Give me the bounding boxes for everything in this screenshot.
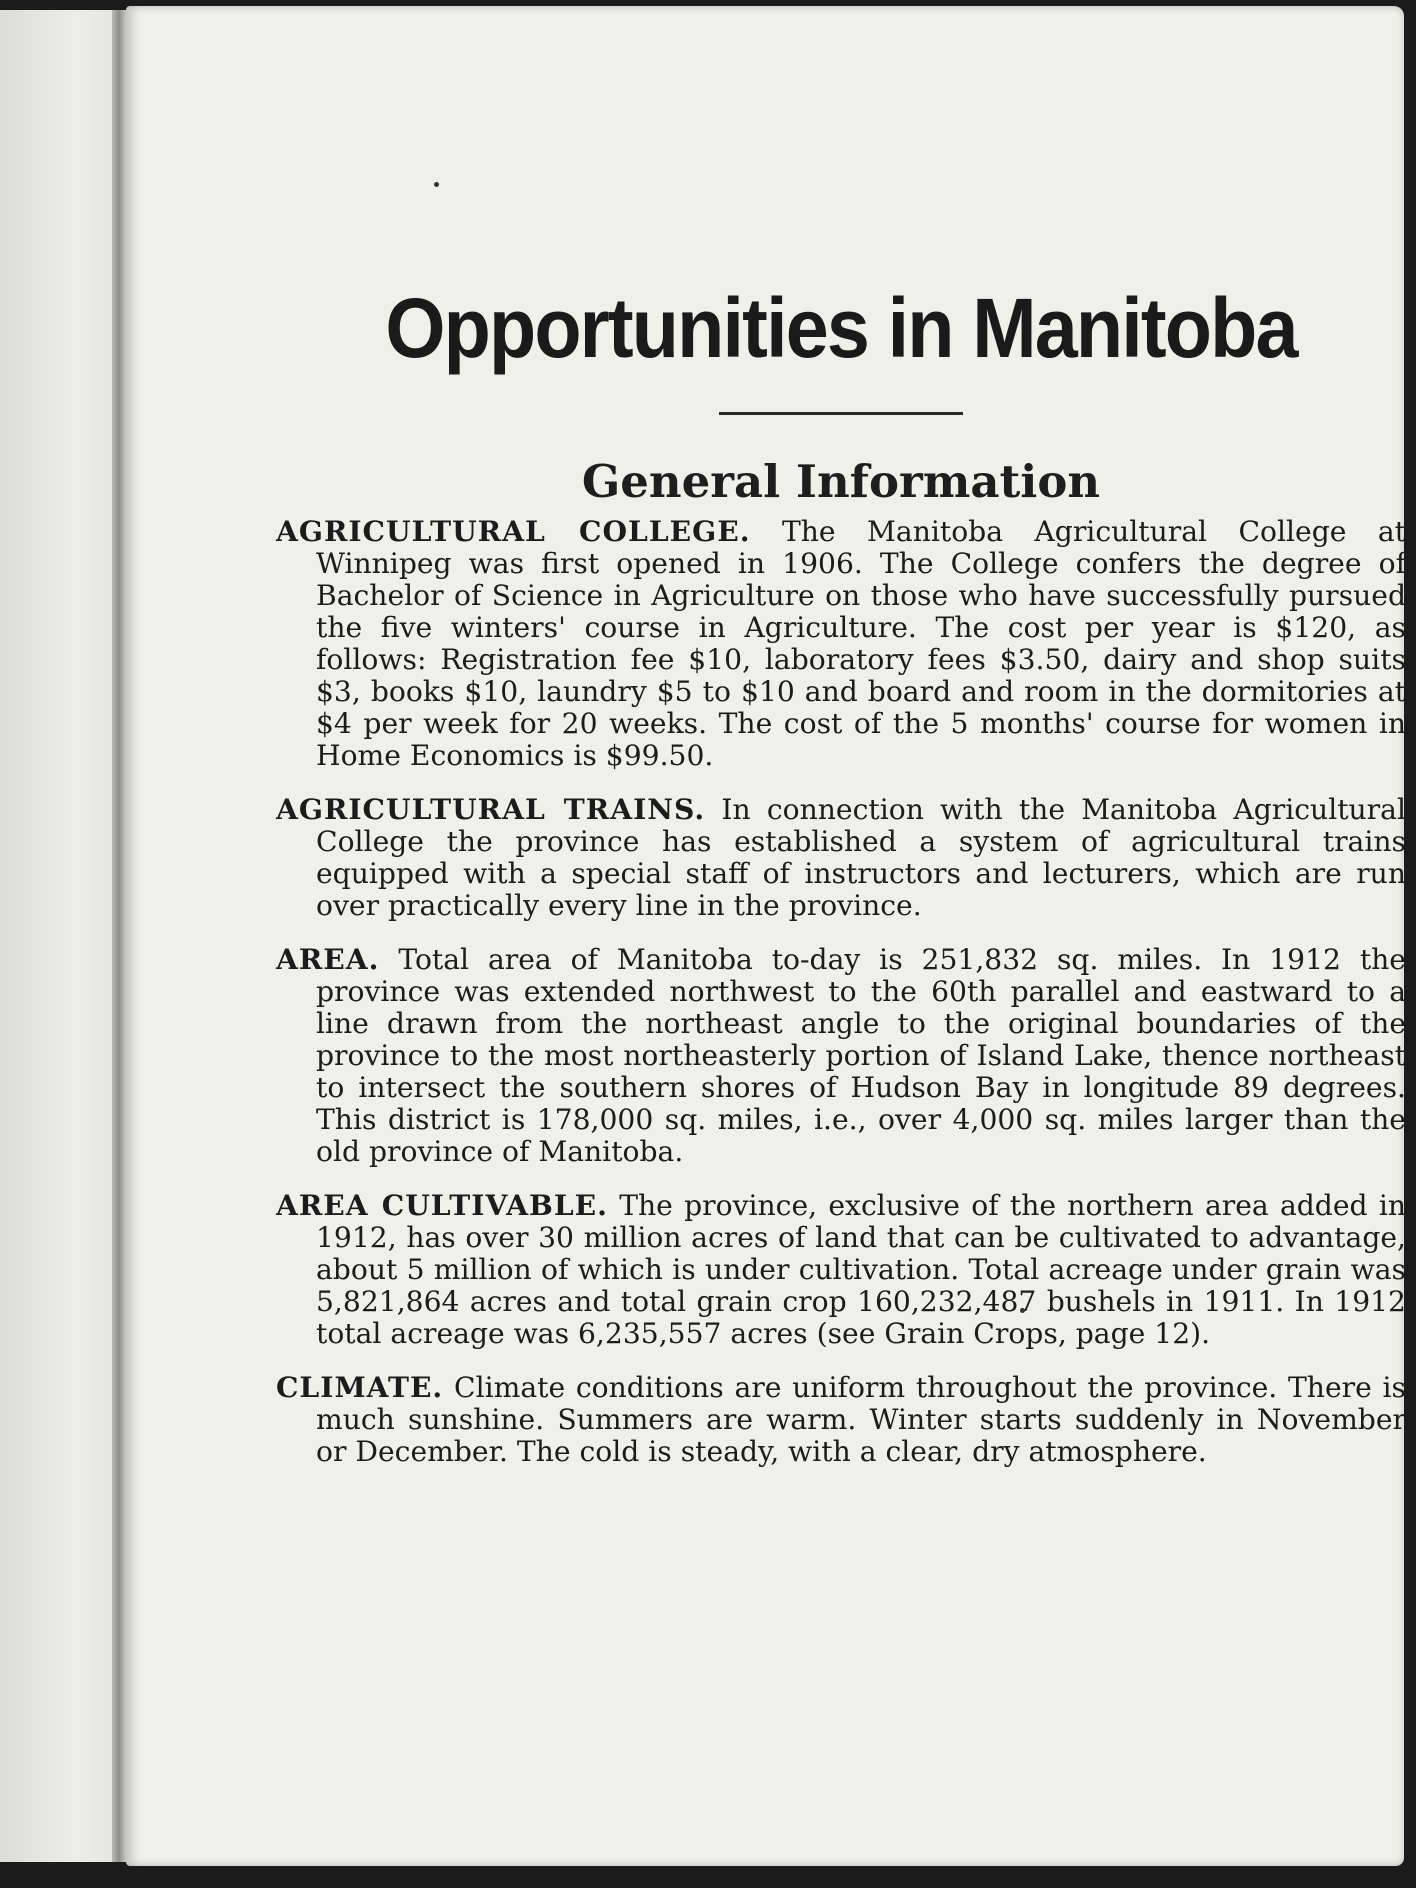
entry-term: AGRICULTURAL TRAINS. — [276, 793, 706, 827]
entry-climate — [276, 1372, 1406, 1468]
entry-area-cultivable — [276, 1190, 1406, 1350]
book-gutter — [112, 10, 126, 1862]
page — [126, 6, 1407, 1866]
entry-term: AGRICULTURAL COLLEGE. — [276, 515, 751, 549]
entry-text: Climate conditions are uniform throughout the province. There is much sunshine. Summers are warm. Winter starts suddenly in November or December. The cold is steady, with a clear, dry atmosphere. — [316, 1371, 1406, 1469]
entry-term: CLIMATE. — [276, 1371, 444, 1405]
entry-text: In connection with the Manitoba Agricultural College the province has established a system of agricultural trains equipped with a special staff of instructors and lecturers, which are run over practically every line in the province. — [316, 793, 1406, 923]
speck — [434, 182, 439, 187]
entry-term: AREA. — [276, 943, 380, 977]
entry-agricultural-college — [276, 516, 1406, 772]
entry-term: AREA CULTIVABLE. — [276, 1189, 608, 1223]
entry-text: Total area of Manitoba to-day is 251,832 sq. miles. In 1912 the province was extended northwest to the 60th parallel and eastward to a line drawn from the northeast angle to the original boundaries of the province to the most northeasterly portion of Island Lake, thence northeast to intersect the southern shores of Hudson Bay in longitude 89 degrees. This district is 178,000 sq. miles, i.e., over 4,000 sq. miles larger than the old province of Manitoba. — [316, 943, 1406, 1169]
title-rule — [719, 412, 963, 415]
page-content — [276, 282, 1406, 1490]
left-page-edge — [0, 10, 128, 1862]
page-title: Opportunities in Manitoba — [385, 281, 1297, 375]
entry-area — [276, 944, 1406, 1168]
entry-text: The province, exclusive of the northern area added in 1912, has over 30 million acres of land that can be cultivated to advantage, about 5 million of which is under cultivation. Total acreage under grain was 5,821,864 acres and total grain crop 160,232,487 bushels in 1911. In 1912 total acreage was 6,235,557 acres (see Grain Crops, page 12). — [316, 1189, 1406, 1351]
entry-agricultural-trains — [276, 794, 1406, 922]
entry-text: The Manitoba Agricultural College at Winnipeg was first opened in 1906. The College confers the degree of Bachelor of Science in Agriculture on those who have successfully pursued the five winters' course in Agriculture. The cost per year is $120, as follows: Registration fee $10, laboratory fees $3.50, dairy and shop suits $3, books $10, laundry $5 to $10 and board and room in the dormitories at $4 per week for 20 weeks. The cost of the 5 months' course for women in Home Economics is $99.50. — [316, 515, 1407, 773]
section-heading: General Information — [581, 455, 1101, 509]
